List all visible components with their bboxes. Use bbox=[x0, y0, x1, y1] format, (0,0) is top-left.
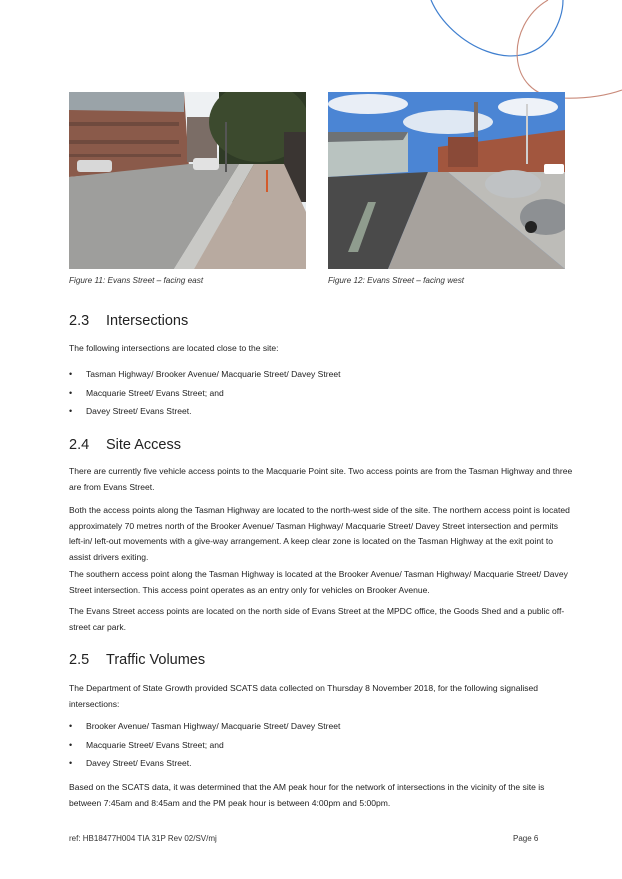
figure-12-photo bbox=[328, 92, 565, 269]
figure-11-caption: Figure 11: Evans Street – facing east bbox=[69, 276, 204, 285]
site-access-paragraph-2: Both the access points along the Tasman Highway are located to the north-west side of the site. The northern access point is located approximately 70 metres north of the Brooker Avenue/ Tasman Highway/ Macquarie Street/ Davey Street intersection and permits left-in/ left-out movements with a give-way arrangement. A keep clear zone is located on the Tasman Highway at the exit point to assist drivers exiting. bbox=[69, 505, 570, 562]
section-title: Intersections bbox=[106, 313, 189, 329]
blue-arc bbox=[431, 0, 563, 56]
section-title: Site Access bbox=[106, 437, 181, 453]
site-access-paragraph-1: There are currently five vehicle access points to the Macquarie Point site. Two access points are from the Tasman Highway and three are from Evans Street. bbox=[69, 466, 573, 492]
site-access-paragraph-3: The southern access point along the Tasman Highway is located at the Brooker Avenue/ Tasman Highway/ Macquarie Street/ Davey Street intersection. This access point operates as an entry only for vehicles on Brooker Avenue. bbox=[69, 569, 568, 595]
figure-12-caption: Figure 12: Evans Street – facing west bbox=[328, 276, 465, 285]
list-item: • Tasman Highway/ Brooker Avenue/ Macquarie Street/ Davey Street bbox=[69, 367, 340, 386]
list-item: • Davey Street/ Evans Street. bbox=[69, 404, 340, 423]
list-item: • Brooker Avenue/ Tasman Highway/ Macquarie Street/ Davey Street bbox=[69, 719, 340, 738]
list-item: • Macquarie Street/ Evans Street; and bbox=[69, 738, 340, 757]
red-arc bbox=[517, 0, 622, 98]
traffic-volumes-intro: The Department of State Growth provided SCATS data collected on Thursday 8 November 2018, for the following signalised intersections: bbox=[69, 683, 539, 709]
signalised-intersections-list bbox=[69, 719, 340, 775]
section-heading-site-access bbox=[69, 437, 181, 453]
section-heading-traffic-volumes bbox=[69, 652, 205, 668]
section-number: 2.4 bbox=[69, 437, 90, 453]
list-item: • Davey Street/ Evans Street. bbox=[69, 756, 340, 775]
site-access-paragraph-4: The Evans Street access points are located on the north side of Evans Street at the MPDC office, the Goods Shed and a public off-street car park. bbox=[69, 606, 565, 632]
list-item: • Macquarie Street/ Evans Street; and bbox=[69, 386, 340, 405]
figure-11-photo bbox=[69, 92, 306, 269]
traffic-volumes-closing: Based on the SCATS data, it was determined that the AM peak hour for the network of intersections in the vicinity of the site is between 7:45am and 8:45am and the PM peak hour is between 4:00pm and 5:00pm. bbox=[69, 782, 545, 808]
section-heading-intersections bbox=[69, 313, 188, 329]
section-title: Traffic Volumes bbox=[106, 652, 206, 668]
page-number: Page 6 bbox=[513, 834, 539, 843]
intersections-intro: The following intersections are located close to the site: bbox=[69, 343, 279, 353]
intersections-list bbox=[69, 367, 340, 423]
footer-reference: ref: HB18477H004 TIA 31P Rev 02/SV/mj bbox=[69, 834, 217, 843]
section-number: 2.5 bbox=[69, 652, 90, 668]
section-number: 2.3 bbox=[69, 313, 90, 329]
